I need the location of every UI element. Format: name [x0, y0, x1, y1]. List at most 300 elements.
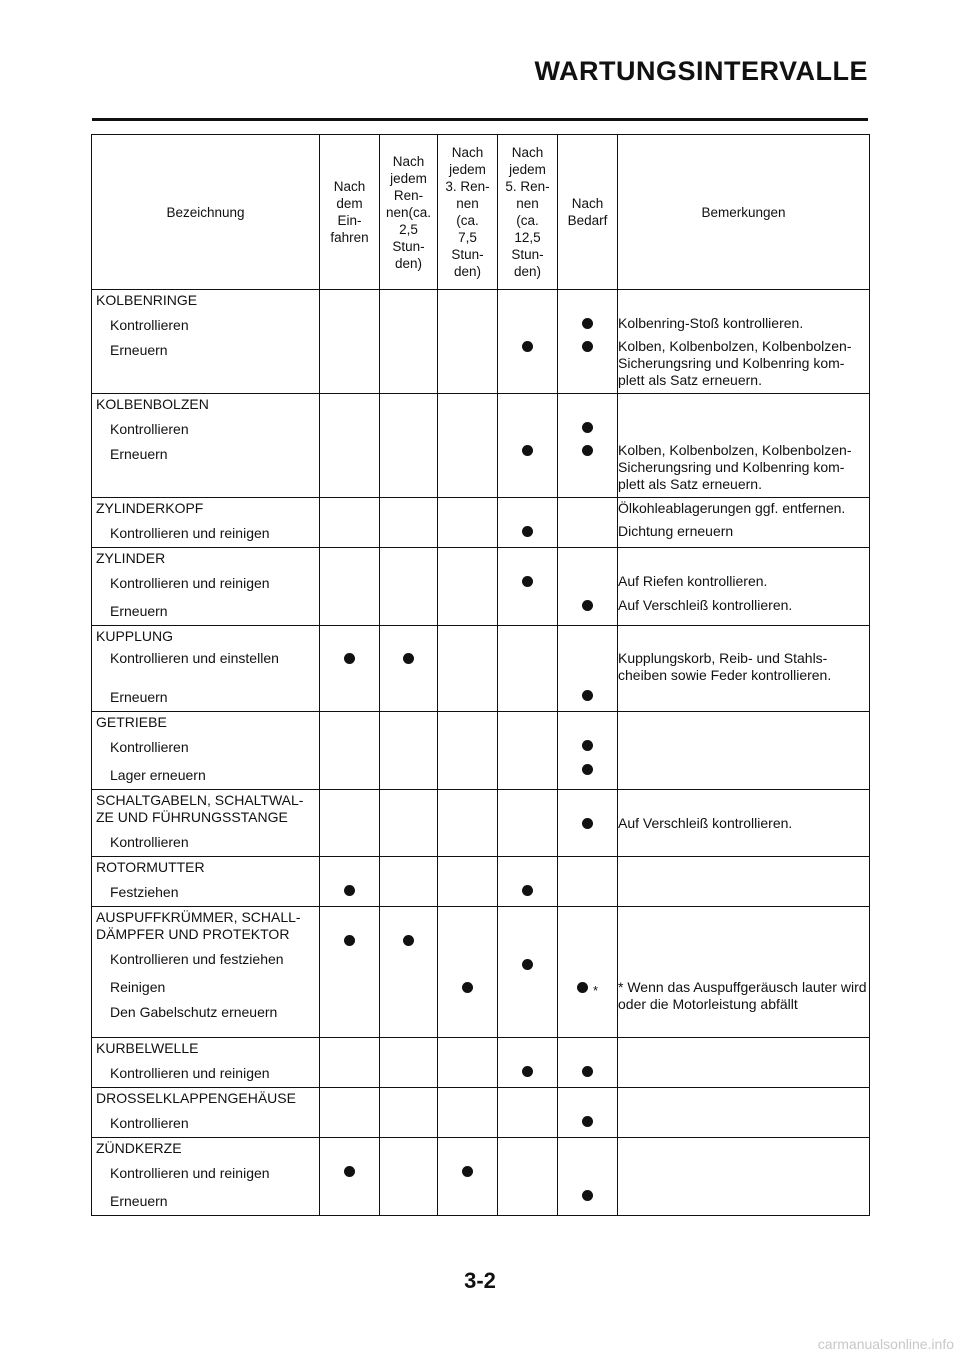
mark-slot [438, 311, 497, 335]
category-remark [618, 394, 869, 415]
category-spacer [380, 548, 437, 569]
category-spacer [380, 498, 437, 519]
mark-slot [380, 976, 437, 1012]
mark-slot [438, 569, 497, 593]
filled-circle-icon [522, 341, 533, 352]
category-spacer [498, 1088, 557, 1109]
category-spacer [498, 548, 557, 569]
interval-cell [380, 394, 438, 498]
task-label: Erneuern [110, 446, 168, 462]
mark-slot [380, 928, 437, 952]
category-spacer [498, 290, 557, 311]
table-row [92, 712, 870, 790]
mark-slot [498, 928, 557, 952]
mark-slot [498, 519, 557, 543]
table-row [92, 290, 870, 394]
mark-slot [320, 335, 379, 389]
mark-slot [380, 1059, 437, 1083]
filled-circle-icon [582, 740, 593, 751]
task-label: Kontrollieren und einstellen [110, 650, 279, 666]
interval-cell [438, 1138, 498, 1216]
interval-cell [380, 790, 438, 857]
mark-slot [320, 569, 379, 593]
table-row [92, 626, 870, 712]
interval-cell [558, 1038, 618, 1088]
mark-slot [438, 1183, 497, 1207]
remark-text [618, 1059, 869, 1083]
mark-slot [498, 733, 557, 757]
category-label: KUPPLUNG [96, 628, 174, 644]
remark-cell [618, 1038, 870, 1088]
category-spacer [498, 907, 557, 928]
interval-cell [380, 712, 438, 790]
column-header [558, 135, 618, 290]
task-label: Kontrollieren [110, 833, 189, 850]
column-header-label: Nach jedem 5. Ren- nen (ca. 12,5 Stun- den) [505, 145, 550, 279]
mark-slot [320, 415, 379, 439]
category-spacer [498, 498, 557, 519]
filled-circle-icon [522, 445, 533, 456]
remark-cell [618, 712, 870, 790]
category-label: ZYLINDER [96, 550, 166, 566]
item-cell [92, 290, 320, 394]
category-remark [618, 548, 869, 569]
category-spacer [438, 790, 497, 811]
category-spacer [558, 857, 617, 878]
item-cell [92, 907, 320, 1038]
filled-circle-icon [522, 959, 533, 970]
mark-slot [320, 647, 379, 683]
task-label: Erneuern [110, 602, 168, 619]
table-row [92, 857, 870, 907]
column-header-label: Nach dem Ein- fahren [330, 179, 369, 245]
category-spacer [558, 548, 617, 569]
category-spacer [380, 857, 437, 878]
category-spacer [558, 712, 617, 733]
interval-cell [380, 857, 438, 907]
remark-text: Kolbenring-Stoß kontrollieren. [618, 314, 804, 331]
category-remark [618, 712, 869, 733]
interval-cell [320, 1038, 380, 1088]
filled-circle-icon [522, 526, 533, 537]
category-spacer [380, 790, 437, 811]
category-spacer [438, 498, 497, 519]
category-spacer [380, 712, 437, 733]
table-row [92, 1138, 870, 1216]
interval-cell [498, 498, 558, 548]
mark-slot [380, 878, 437, 902]
mark-slot [558, 1109, 617, 1133]
task-label: Kontrollieren und reinigen [110, 1164, 270, 1181]
table-row [92, 790, 870, 857]
table-row [92, 394, 870, 498]
interval-cell [320, 857, 380, 907]
remark-text: Kolben, Kolbenbolzen, Kolbenbolzen-Sicherungsring und Kolbenring kom-plett als Satz erneuern. [618, 442, 852, 492]
mark-slot [558, 1159, 617, 1183]
category-spacer [438, 394, 497, 415]
item-cell [92, 712, 320, 790]
mark-slot [558, 976, 617, 1012]
mark-slot [498, 569, 557, 593]
category-spacer [438, 548, 497, 569]
mark-slot [498, 647, 557, 683]
remark-cell [618, 498, 870, 548]
category-spacer [320, 548, 379, 569]
mark-slot [438, 439, 497, 493]
category-spacer [498, 857, 557, 878]
mark-slot [558, 1183, 617, 1207]
category-spacer [558, 907, 617, 928]
category-spacer [498, 1138, 557, 1159]
category-label: ZÜNDKERZE [96, 1140, 182, 1156]
filled-circle-icon [582, 422, 593, 433]
interval-cell [498, 626, 558, 712]
interval-cell [320, 498, 380, 548]
task-label: Kontrollieren und reinigen [110, 574, 270, 591]
mark-slot [498, 878, 557, 902]
filled-circle-icon [344, 885, 355, 896]
category-spacer [498, 790, 557, 811]
category-label: KURBELWELLE [96, 1040, 199, 1056]
filled-circle-icon [522, 576, 533, 587]
interval-cell [380, 1088, 438, 1138]
column-header [92, 135, 320, 290]
category-remark [618, 790, 869, 811]
category-spacer [558, 290, 617, 311]
category-spacer [380, 1138, 437, 1159]
category-remark [618, 857, 869, 878]
filled-circle-icon [582, 445, 593, 456]
mark-slot [498, 415, 557, 439]
category-spacer [558, 498, 617, 519]
mark-slot [438, 928, 497, 952]
task-label: Kontrollieren [110, 1114, 189, 1131]
category-label: KOLBENRINGE [96, 292, 198, 308]
mark-slot [438, 811, 497, 835]
category-spacer [380, 907, 437, 928]
mark-slot [320, 757, 379, 781]
category-spacer [558, 790, 617, 811]
mark-slot [558, 311, 617, 335]
interval-cell [380, 626, 438, 712]
column-header-label: Bemerkungen [701, 204, 786, 220]
filled-circle-icon [462, 982, 473, 993]
remark-text [618, 1183, 869, 1207]
category-spacer [438, 1038, 497, 1059]
column-header [320, 135, 380, 290]
category-spacer [558, 1038, 617, 1059]
mark-slot [498, 1159, 557, 1183]
remark-text: Kolben, Kolbenbolzen, Kolbenbolzen-Sicherungsring und Kolbenring kom-plett als Satz erneuern. [618, 338, 852, 388]
category-remark [618, 907, 869, 928]
interval-cell [438, 498, 498, 548]
mark-slot [498, 952, 557, 976]
interval-cell [380, 907, 438, 1038]
mark-slot [558, 878, 617, 902]
interval-cell [438, 907, 498, 1038]
mark-slot [558, 415, 617, 439]
mark-slot [498, 439, 557, 493]
mark-slot [320, 439, 379, 493]
mark-slot [320, 878, 379, 902]
interval-cell [498, 907, 558, 1038]
interval-cell [438, 290, 498, 394]
interval-cell [320, 907, 380, 1038]
interval-cell [320, 626, 380, 712]
remark-text: Kupplungskorb, Reib- und Stahls-cheiben sowie Feder kontrollieren. [618, 650, 832, 683]
maintenance-table [91, 134, 870, 1216]
interval-cell [438, 394, 498, 498]
remark-text [618, 928, 869, 952]
task-label: Festziehen [110, 883, 179, 900]
category-label: SCHALTGABELN, SCHALTWAL-ZE UND FÜHRUNGSSTANGE [96, 792, 304, 825]
mark-slot [380, 733, 437, 757]
mark-slot [438, 878, 497, 902]
category-remark: Ölkohleablagerungen ggf. entfernen. [618, 500, 846, 516]
remark-text [618, 415, 869, 439]
mark-slot [558, 733, 617, 757]
mark-slot [558, 569, 617, 593]
category-spacer [498, 1038, 557, 1059]
interval-cell [498, 857, 558, 907]
task-label: Kontrollieren und reinigen [110, 1064, 270, 1081]
interval-cell [320, 1138, 380, 1216]
interval-cell [558, 712, 618, 790]
interval-cell [320, 1088, 380, 1138]
interval-cell [558, 394, 618, 498]
filled-circle-icon [462, 1166, 473, 1177]
remark-text: Auf Verschleiß kontrollieren. [618, 814, 793, 831]
task-label: Kontrollieren [110, 420, 189, 437]
column-header [498, 135, 558, 290]
mark-slot [558, 811, 617, 835]
column-header-label: Nach jedem 3. Ren- nen (ca. 7,5 Stun- den) [445, 145, 490, 279]
category-label: ZYLINDERKOPF [96, 500, 204, 516]
table-row [92, 1088, 870, 1138]
category-spacer [380, 626, 437, 647]
mark-slot [498, 593, 557, 617]
page-number: 3-2 [464, 1268, 496, 1293]
remark-text: Auf Verschleiß kontrollieren. [618, 596, 793, 613]
item-cell [92, 498, 320, 548]
interval-cell [438, 626, 498, 712]
task-label: Erneuern [110, 688, 168, 705]
interval-cell [438, 548, 498, 626]
mark-slot [438, 647, 497, 683]
footnote-star: * [592, 983, 599, 998]
category-remark [618, 1088, 869, 1109]
item-cell [92, 790, 320, 857]
mark-slot [380, 415, 437, 439]
mark-slot [558, 439, 617, 493]
remark-cell [618, 790, 870, 857]
mark-slot [438, 335, 497, 389]
mark-slot [498, 1183, 557, 1207]
filled-circle-icon [582, 690, 593, 701]
mark-slot [320, 311, 379, 335]
mark-slot [320, 593, 379, 617]
category-spacer [438, 1088, 497, 1109]
category-label: KOLBENBOLZEN [96, 396, 209, 412]
category-spacer [320, 626, 379, 647]
task-label: Reinigen [110, 978, 166, 995]
interval-cell [498, 548, 558, 626]
item-cell [92, 548, 320, 626]
remark-cell [618, 1088, 870, 1138]
category-remark [618, 1138, 869, 1159]
table-row [92, 548, 870, 626]
column-header-label: Nach Bedarf [567, 196, 608, 228]
remark-text [618, 1159, 869, 1183]
interval-cell [558, 548, 618, 626]
mark-slot [380, 439, 437, 493]
mark-slot [438, 757, 497, 781]
title-divider [92, 118, 868, 121]
filled-circle-icon [522, 885, 533, 896]
mark-slot [438, 519, 497, 543]
category-spacer [320, 1038, 379, 1059]
remark-cell [618, 290, 870, 394]
filled-circle-icon [577, 982, 588, 993]
mark-slot [320, 1109, 379, 1133]
item-cell [92, 626, 320, 712]
mark-slot [380, 335, 437, 389]
filled-circle-icon [582, 600, 593, 611]
mark-slot [498, 757, 557, 781]
column-header-label: Nach jedem Ren- nen(ca. 2,5 Stun- den) [385, 153, 432, 271]
category-spacer [558, 1088, 617, 1109]
category-label: DROSSELKLAPPENGEHÄUSE [96, 1090, 296, 1106]
interval-cell [558, 498, 618, 548]
category-spacer [498, 712, 557, 733]
interval-cell [320, 548, 380, 626]
item-cell [92, 1138, 320, 1216]
mark-slot [498, 1109, 557, 1133]
category-spacer [320, 290, 379, 311]
filled-circle-icon [582, 1066, 593, 1077]
interval-cell [498, 394, 558, 498]
mark-slot [558, 757, 617, 781]
category-spacer [320, 498, 379, 519]
interval-cell [558, 290, 618, 394]
category-spacer [320, 1138, 379, 1159]
mark-slot [320, 1183, 379, 1207]
mark-slot [380, 811, 437, 835]
table-header-row [92, 135, 870, 290]
filled-circle-icon [582, 341, 593, 352]
table-row [92, 1038, 870, 1088]
item-cell [92, 394, 320, 498]
mark-slot [320, 976, 379, 1012]
mark-slot [380, 593, 437, 617]
category-label: GETRIEBE [96, 714, 167, 730]
interval-cell [438, 712, 498, 790]
filled-circle-icon [344, 653, 355, 664]
remark-text [618, 757, 869, 781]
remark-text: Dichtung erneuern [618, 522, 734, 539]
category-spacer [438, 290, 497, 311]
filled-circle-icon [582, 318, 593, 329]
remark-cell [618, 548, 870, 626]
mark-slot [498, 1059, 557, 1083]
interval-cell [498, 790, 558, 857]
interval-cell [380, 1138, 438, 1216]
remark-cell [618, 394, 870, 498]
remark-text [618, 683, 869, 707]
category-spacer [320, 790, 379, 811]
remark-text [618, 733, 869, 757]
remark-text: * Wenn das Auspuffgeräusch lauter wird oder die Motorleistung abfällt [618, 979, 867, 1012]
category-spacer [438, 907, 497, 928]
category-label: AUSPUFFKRÜMMER, SCHALL-DÄMPFER UND PROTEKTOR [96, 909, 301, 942]
category-spacer [320, 712, 379, 733]
mark-slot [380, 683, 437, 707]
interval-cell [498, 1138, 558, 1216]
filled-circle-icon [522, 1066, 533, 1077]
mark-slot [438, 683, 497, 707]
mark-slot [558, 335, 617, 389]
remark-cell [618, 907, 870, 1038]
interval-cell [380, 548, 438, 626]
category-remark [618, 290, 869, 311]
filled-circle-icon [344, 1166, 355, 1177]
remark-text [618, 878, 869, 902]
category-spacer [438, 857, 497, 878]
mark-slot [558, 928, 617, 952]
remark-cell [618, 1138, 870, 1216]
column-header [618, 135, 870, 290]
category-spacer [438, 712, 497, 733]
mark-slot [380, 1183, 437, 1207]
category-spacer [498, 626, 557, 647]
task-label: Den Gabelschutz erneuern [110, 1004, 278, 1020]
mark-slot [498, 811, 557, 835]
mark-slot [438, 1059, 497, 1083]
task-label: Erneuern [110, 1192, 168, 1209]
interval-cell [558, 790, 618, 857]
filled-circle-icon [582, 1190, 593, 1201]
category-remark [618, 1038, 869, 1059]
mark-slot [320, 952, 379, 976]
mark-slot [438, 415, 497, 439]
interval-cell [498, 1088, 558, 1138]
category-spacer [438, 1138, 497, 1159]
interval-cell [498, 1038, 558, 1088]
category-spacer [320, 907, 379, 928]
task-label: Kontrollieren [110, 738, 189, 755]
interval-cell [558, 1138, 618, 1216]
filled-circle-icon [403, 935, 414, 946]
category-label: ROTORMUTTER [96, 859, 205, 875]
category-spacer [380, 394, 437, 415]
mark-slot [380, 952, 437, 976]
category-spacer [558, 626, 617, 647]
task-label: Lager erneuern [110, 766, 206, 783]
category-spacer [380, 1088, 437, 1109]
column-header-label: Bezeichnung [166, 204, 245, 220]
mark-slot [320, 519, 379, 543]
mark-slot [558, 593, 617, 617]
item-cell [92, 857, 320, 907]
mark-slot [498, 976, 557, 1012]
mark-slot [320, 928, 379, 952]
mark-slot [320, 683, 379, 707]
remark-text [618, 952, 869, 976]
column-header [380, 135, 438, 290]
remark-cell [618, 857, 870, 907]
category-spacer [438, 626, 497, 647]
item-cell [92, 1088, 320, 1138]
